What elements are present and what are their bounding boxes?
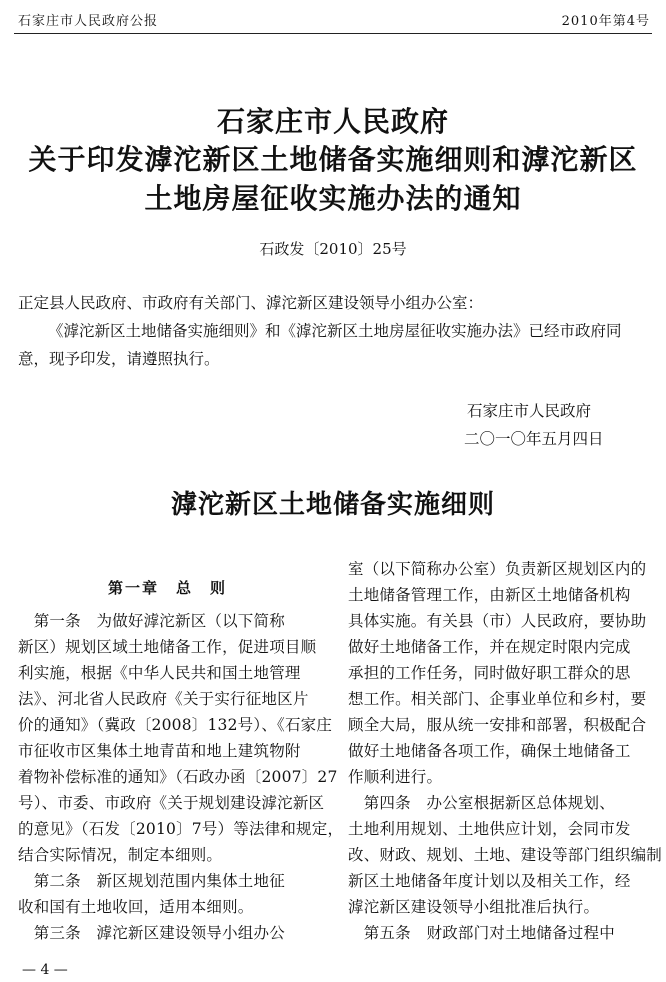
text-line: 想工作。相关部门、企事业单位和乡村，要 <box>348 690 647 708</box>
text-line: 新区土地储备年度计划以及相关工作，经 <box>348 872 631 890</box>
text-line: 价的通知》（冀政〔2008〕132号）、《石家庄 <box>18 716 333 734</box>
text-line: 收和国有土地收回，适用本细则。 <box>18 898 254 916</box>
text-line: 第四条 办公室根据新区总体规划、 <box>348 794 615 812</box>
text-line: 利实施，根据《中华人民共和国土地管理 <box>18 664 301 682</box>
signature-date: 二〇一〇年五月四日 <box>464 430 604 448</box>
text-line: 第二条 新区规划范围内集体土地征 <box>18 872 285 890</box>
text-line: 作顺利进行。 <box>348 768 443 786</box>
text-line: 顾全大局，服从统一安排和部署，积极配合 <box>348 716 647 734</box>
text-line: 的意见》（石发〔2010〕7号）等法律和规定， <box>18 820 344 838</box>
chapter-heading: 第一章 总 则 <box>108 579 228 597</box>
left-column <box>18 608 344 946</box>
text-line: 做好土地储备各项工作，确保土地储备工 <box>348 742 631 760</box>
notice-title-line-3: 土地房屋征收实施办法的通知 <box>144 182 522 215</box>
text-line: 滹沱新区建设领导小组批准后执行。 <box>348 898 600 916</box>
text-line: 号）、市委、市政府《关于规划建设滹沱新区 <box>18 794 325 812</box>
publication-name: 石家庄市人民政府公报 <box>18 14 159 29</box>
right-column <box>348 556 663 946</box>
text-line: 市征收市区集体土地青苗和地上建筑物附 <box>18 742 301 760</box>
issue-number: 2010年第4号 <box>561 14 650 29</box>
notice-title-line-1: 石家庄市人民政府 <box>216 105 449 138</box>
notice-body-line-1: 《滹沱新区土地储备实施细则》和《滹沱新区土地房屋征收实施办法》已经市政府同 <box>48 322 622 340</box>
text-line: 新区）规划区域土地储备工作，促进项目顺 <box>18 638 317 656</box>
page-number: — 4 — <box>22 962 68 978</box>
notice-body-line-2: 意，现予印发，请遵照执行。 <box>18 350 220 368</box>
text-line: 土地利用规划、土地供应计划，会同市发 <box>348 820 631 838</box>
text-line: 结合实际情况，制定本细则。 <box>18 846 223 864</box>
text-line: 着物补偿标准的通知》（石政办函〔2007〕27 <box>18 768 338 786</box>
text-line: 第三条 滹沱新区建设领导小组办公 <box>18 924 285 942</box>
text-line: 改、财政、规划、土地、建设等部门组织编制 <box>348 846 663 864</box>
text-line: 室（以下简称办公室）负责新区规划区内的 <box>348 560 647 578</box>
text-line: 第五条 财政部门对土地储备过程中 <box>348 924 615 942</box>
header-divider <box>14 33 652 34</box>
document-number: 石政发〔2010〕25号 <box>259 240 407 258</box>
signatory: 石家庄市人民政府 <box>467 402 592 420</box>
notice-title-line-2: 关于印发滹沱新区土地储备实施细则和滹沱新区 <box>28 143 638 176</box>
text-line: 土地储备管理工作，由新区土地储备机构 <box>348 586 631 604</box>
text-line: 承担的工作任务，同时做好职工群众的思 <box>348 664 631 682</box>
text-line: 第一条 为做好滹沱新区（以下简称 <box>18 612 285 630</box>
text-line: 具体实施。有关县（市）人民政府，要协助 <box>348 612 647 630</box>
text-line: 法》、河北省人民政府《关于实行征地区片 <box>18 690 309 708</box>
notice-recipients: 正定县人民政府、市政府有关部门、滹沱新区建设领导小组办公室： <box>18 294 484 312</box>
rules-title: 滹沱新区土地储备实施细则 <box>170 490 495 520</box>
text-line: 做好土地储备工作，并在规定时限内完成 <box>348 638 631 656</box>
